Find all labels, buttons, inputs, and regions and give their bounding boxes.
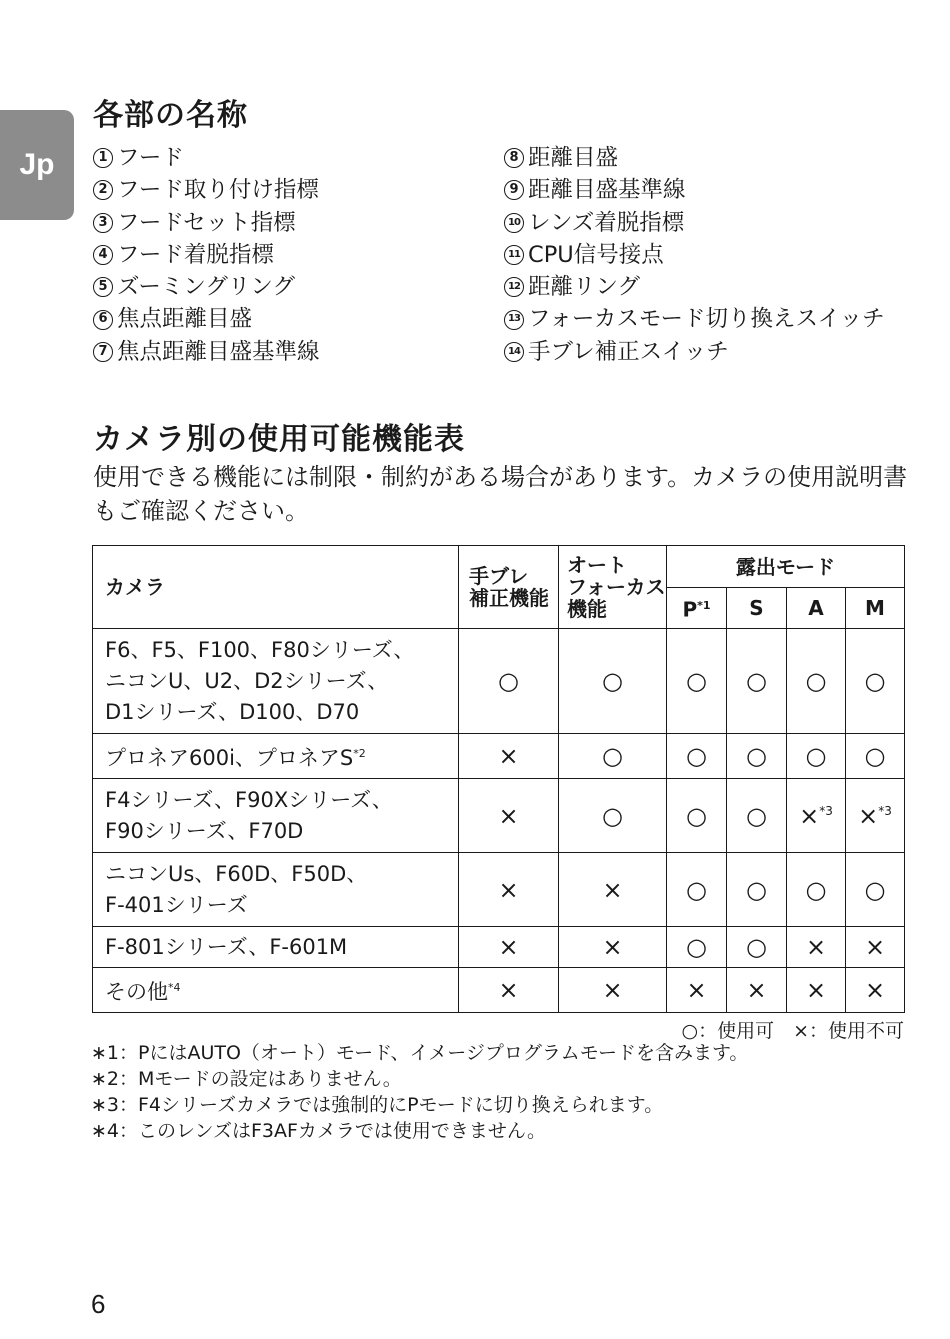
part-item xyxy=(93,207,320,239)
part-item xyxy=(504,336,885,368)
part-label: フード着脱指標 xyxy=(117,241,274,268)
compat-heading: カメラ別の使用可能機能表 xyxy=(93,422,465,457)
availability-cell xyxy=(559,853,667,927)
availability-cell xyxy=(459,629,559,734)
camera-note: *4 xyxy=(168,981,181,994)
availability-symbol: ○ xyxy=(498,667,519,695)
part-item xyxy=(93,303,320,335)
availability-symbol: ○ xyxy=(805,742,827,770)
camera-cell xyxy=(93,968,459,1013)
header-vr-line1: 手ブレ xyxy=(469,564,529,588)
symbol-legend: ○：使用可 ×：使用不可 xyxy=(681,1020,904,1042)
availability-symbol: ○ xyxy=(864,667,886,695)
availability-symbol: ○ xyxy=(746,933,767,961)
compat-description: 使用できる機能には制限・制約がある場合があります。カメラの使用説明書もご確認ください。 xyxy=(93,463,908,525)
availability-cell xyxy=(846,734,905,779)
availability-symbol: ○ xyxy=(686,742,707,770)
part-label: 距離目盛基準線 xyxy=(528,177,686,204)
camera-line: F6、F5、F100、F80シリーズ、 xyxy=(105,637,415,662)
availability-cell xyxy=(846,968,905,1013)
part-label: ズーミングリング xyxy=(117,274,295,301)
availability-cell xyxy=(727,629,787,734)
availability-cell xyxy=(727,734,787,779)
compatibility-table xyxy=(92,545,905,1013)
part-item xyxy=(504,207,885,239)
header-vr xyxy=(459,546,559,629)
header-p xyxy=(667,588,727,629)
availability-symbol: × xyxy=(498,801,519,830)
availability-symbol: ○ xyxy=(746,875,767,904)
availability-symbol: × xyxy=(498,933,519,961)
availability-cell xyxy=(559,968,667,1013)
part-number-badge: 7 xyxy=(93,342,113,362)
part-item xyxy=(93,336,320,368)
availability-symbol: ○ xyxy=(746,742,767,770)
availability-cell xyxy=(667,734,727,779)
availability-cell xyxy=(667,927,727,968)
camera-line: F-801シリーズ、F-601M xyxy=(105,934,348,959)
part-item xyxy=(504,174,885,206)
availability-symbol: × xyxy=(602,875,623,904)
part-number-badge: 9 xyxy=(504,180,524,200)
footnote: ∗4：このレンズはF3AFカメラでは使用できません。 xyxy=(91,1120,547,1142)
availability-cell xyxy=(846,853,905,927)
footnote: ∗3：F4シリーズカメラでは強制的にPモードに切り換えられます。 xyxy=(91,1094,664,1116)
availability-cell xyxy=(846,629,905,734)
part-number-badge: 13 xyxy=(504,310,524,330)
part-number-badge: 12 xyxy=(504,277,524,297)
availability-symbol: ○ xyxy=(686,933,707,961)
part-number-badge: 1 xyxy=(93,148,113,168)
availability-symbol: × xyxy=(864,976,886,1004)
availability-cell xyxy=(559,629,667,734)
camera-cell xyxy=(93,853,459,927)
part-number-badge: 6 xyxy=(93,310,113,330)
availability-cell xyxy=(459,734,559,779)
availability-symbol: ○ xyxy=(805,875,827,904)
cell-note: *3 xyxy=(819,803,833,818)
header-exposure: 露出モード xyxy=(667,546,905,588)
part-label: CPU信号接点 xyxy=(528,241,664,268)
availability-cell xyxy=(459,927,559,968)
part-item xyxy=(504,239,885,271)
table-row xyxy=(93,734,905,779)
part-number-badge: 2 xyxy=(93,180,113,200)
availability-symbol: × xyxy=(858,801,879,830)
header-af xyxy=(559,546,667,629)
availability-cell xyxy=(459,968,559,1013)
availability-cell xyxy=(667,629,727,734)
part-item xyxy=(504,142,885,174)
camera-line: F-401シリーズ xyxy=(105,892,248,917)
camera-line: F90シリーズ、F70D xyxy=(105,818,304,843)
availability-cell xyxy=(787,927,846,968)
camera-line: F4シリーズ、F90Xシリーズ、 xyxy=(105,787,393,812)
header-af-line1: オート xyxy=(567,553,627,577)
availability-cell xyxy=(559,927,667,968)
availability-cell xyxy=(667,853,727,927)
part-item xyxy=(93,271,320,303)
part-item xyxy=(93,142,320,174)
availability-symbol: × xyxy=(686,976,707,1004)
availability-cell xyxy=(459,853,559,927)
camera-line: その他$^{*4}$ xyxy=(105,980,181,1004)
header-af-line2: フォーカス xyxy=(567,575,666,599)
availability-cell xyxy=(787,779,846,853)
availability-cell xyxy=(667,779,727,853)
header-af-line3: 機能 xyxy=(567,597,607,621)
parts-list-right xyxy=(504,142,885,368)
availability-symbol: ○ xyxy=(746,801,767,830)
availability-symbol: × xyxy=(602,933,623,961)
part-label: 手ブレ補正スイッチ xyxy=(528,338,729,365)
availability-symbol: × xyxy=(498,976,519,1004)
availability-cell xyxy=(667,968,727,1013)
part-label: フードセット指標 xyxy=(117,209,296,236)
availability-symbol: ○ xyxy=(864,875,886,904)
part-number-badge: 3 xyxy=(93,213,113,233)
header-camera: カメラ xyxy=(93,546,459,629)
camera-note: *2 xyxy=(353,747,366,760)
availability-symbol: ○ xyxy=(746,667,767,695)
table-row xyxy=(93,853,905,927)
part-label: フォーカスモード切り換えスイッチ xyxy=(528,306,885,333)
availability-cell xyxy=(727,853,787,927)
part-label: 距離目盛 xyxy=(528,145,619,171)
header-s: S xyxy=(727,588,787,629)
camera-cell xyxy=(93,734,459,779)
table-row xyxy=(93,927,905,968)
availability-cell xyxy=(846,779,905,853)
part-label: 焦点距離目盛 xyxy=(117,306,253,333)
part-label: 焦点距離目盛基準線 xyxy=(117,338,320,365)
availability-symbol: × xyxy=(805,976,827,1004)
part-label: レンズ着脱指標 xyxy=(528,209,685,236)
part-item xyxy=(93,239,320,271)
header-a: A xyxy=(787,588,846,629)
part-label: フード取り付け指標 xyxy=(117,177,319,204)
availability-cell xyxy=(787,629,846,734)
cell-note: *3 xyxy=(878,803,892,818)
camera-line: ニコンU、U2、D2シリーズ、 xyxy=(105,668,389,693)
availability-symbol: ○ xyxy=(686,875,707,904)
part-number-badge: 5 xyxy=(93,277,113,297)
part-number-badge: 14 xyxy=(504,342,524,362)
availability-cell xyxy=(787,853,846,927)
header-m: M xyxy=(846,588,905,629)
table-row xyxy=(93,779,905,853)
availability-symbol: × xyxy=(602,976,623,1004)
table-row xyxy=(93,629,905,734)
availability-symbol: × xyxy=(498,742,519,770)
parts-list-left xyxy=(93,142,320,368)
part-label: 距離リング xyxy=(528,274,641,301)
availability-symbol: ○ xyxy=(602,801,623,830)
header-vr-line2: 補正機能 xyxy=(469,586,549,610)
availability-cell xyxy=(787,968,846,1013)
part-item xyxy=(504,303,885,335)
part-item xyxy=(93,174,320,206)
header-p-label: P xyxy=(682,597,698,622)
part-number-badge: 4 xyxy=(93,245,113,265)
availability-cell xyxy=(727,927,787,968)
availability-symbol: ○ xyxy=(602,667,623,695)
camera-cell xyxy=(93,927,459,968)
camera-line: ニコンUs、F60D、F50D、 xyxy=(105,861,368,886)
availability-cell xyxy=(787,734,846,779)
page-number: 6 xyxy=(91,1289,106,1319)
part-number-badge: 8 xyxy=(504,148,524,168)
availability-cell xyxy=(727,779,787,853)
availability-symbol: × xyxy=(805,933,827,961)
footnote: ∗1：PにはAUTO（オート）モード、イメージプログラムモードを含みます。 xyxy=(91,1042,749,1064)
availability-symbol: ○ xyxy=(686,667,707,695)
camera-cell xyxy=(93,779,459,853)
availability-symbol: × xyxy=(498,875,519,904)
parts-heading: 各部の名称 xyxy=(93,98,248,133)
availability-cell xyxy=(727,968,787,1013)
camera-line: プロネア600i、プロネア$S^{*2}$ xyxy=(105,746,366,770)
availability-cell xyxy=(559,734,667,779)
footnotes xyxy=(91,1040,748,1144)
availability-symbol: ○ xyxy=(602,742,623,770)
availability-symbol: ○ xyxy=(686,801,707,830)
availability-symbol: × xyxy=(864,933,886,961)
footnote: ∗2：Mモードの設定はありません。 xyxy=(91,1068,402,1090)
part-label: フード xyxy=(117,145,184,171)
availability-cell xyxy=(559,779,667,853)
part-item xyxy=(504,271,885,303)
availability-symbol: ○ xyxy=(805,667,827,695)
availability-symbol: × xyxy=(746,976,767,1004)
availability-cell xyxy=(459,779,559,853)
part-number-badge: 11 xyxy=(504,245,524,265)
header-p-note: *1 xyxy=(697,599,711,613)
availability-symbol: × xyxy=(799,801,820,830)
table-row xyxy=(93,968,905,1013)
part-number-badge: 10 xyxy=(504,213,524,233)
availability-cell xyxy=(846,927,905,968)
camera-cell xyxy=(93,629,459,734)
camera-line: D1シリーズ、D100、D70 xyxy=(105,699,360,724)
availability-symbol: ○ xyxy=(864,742,886,770)
language-tab: Jp xyxy=(0,110,74,220)
